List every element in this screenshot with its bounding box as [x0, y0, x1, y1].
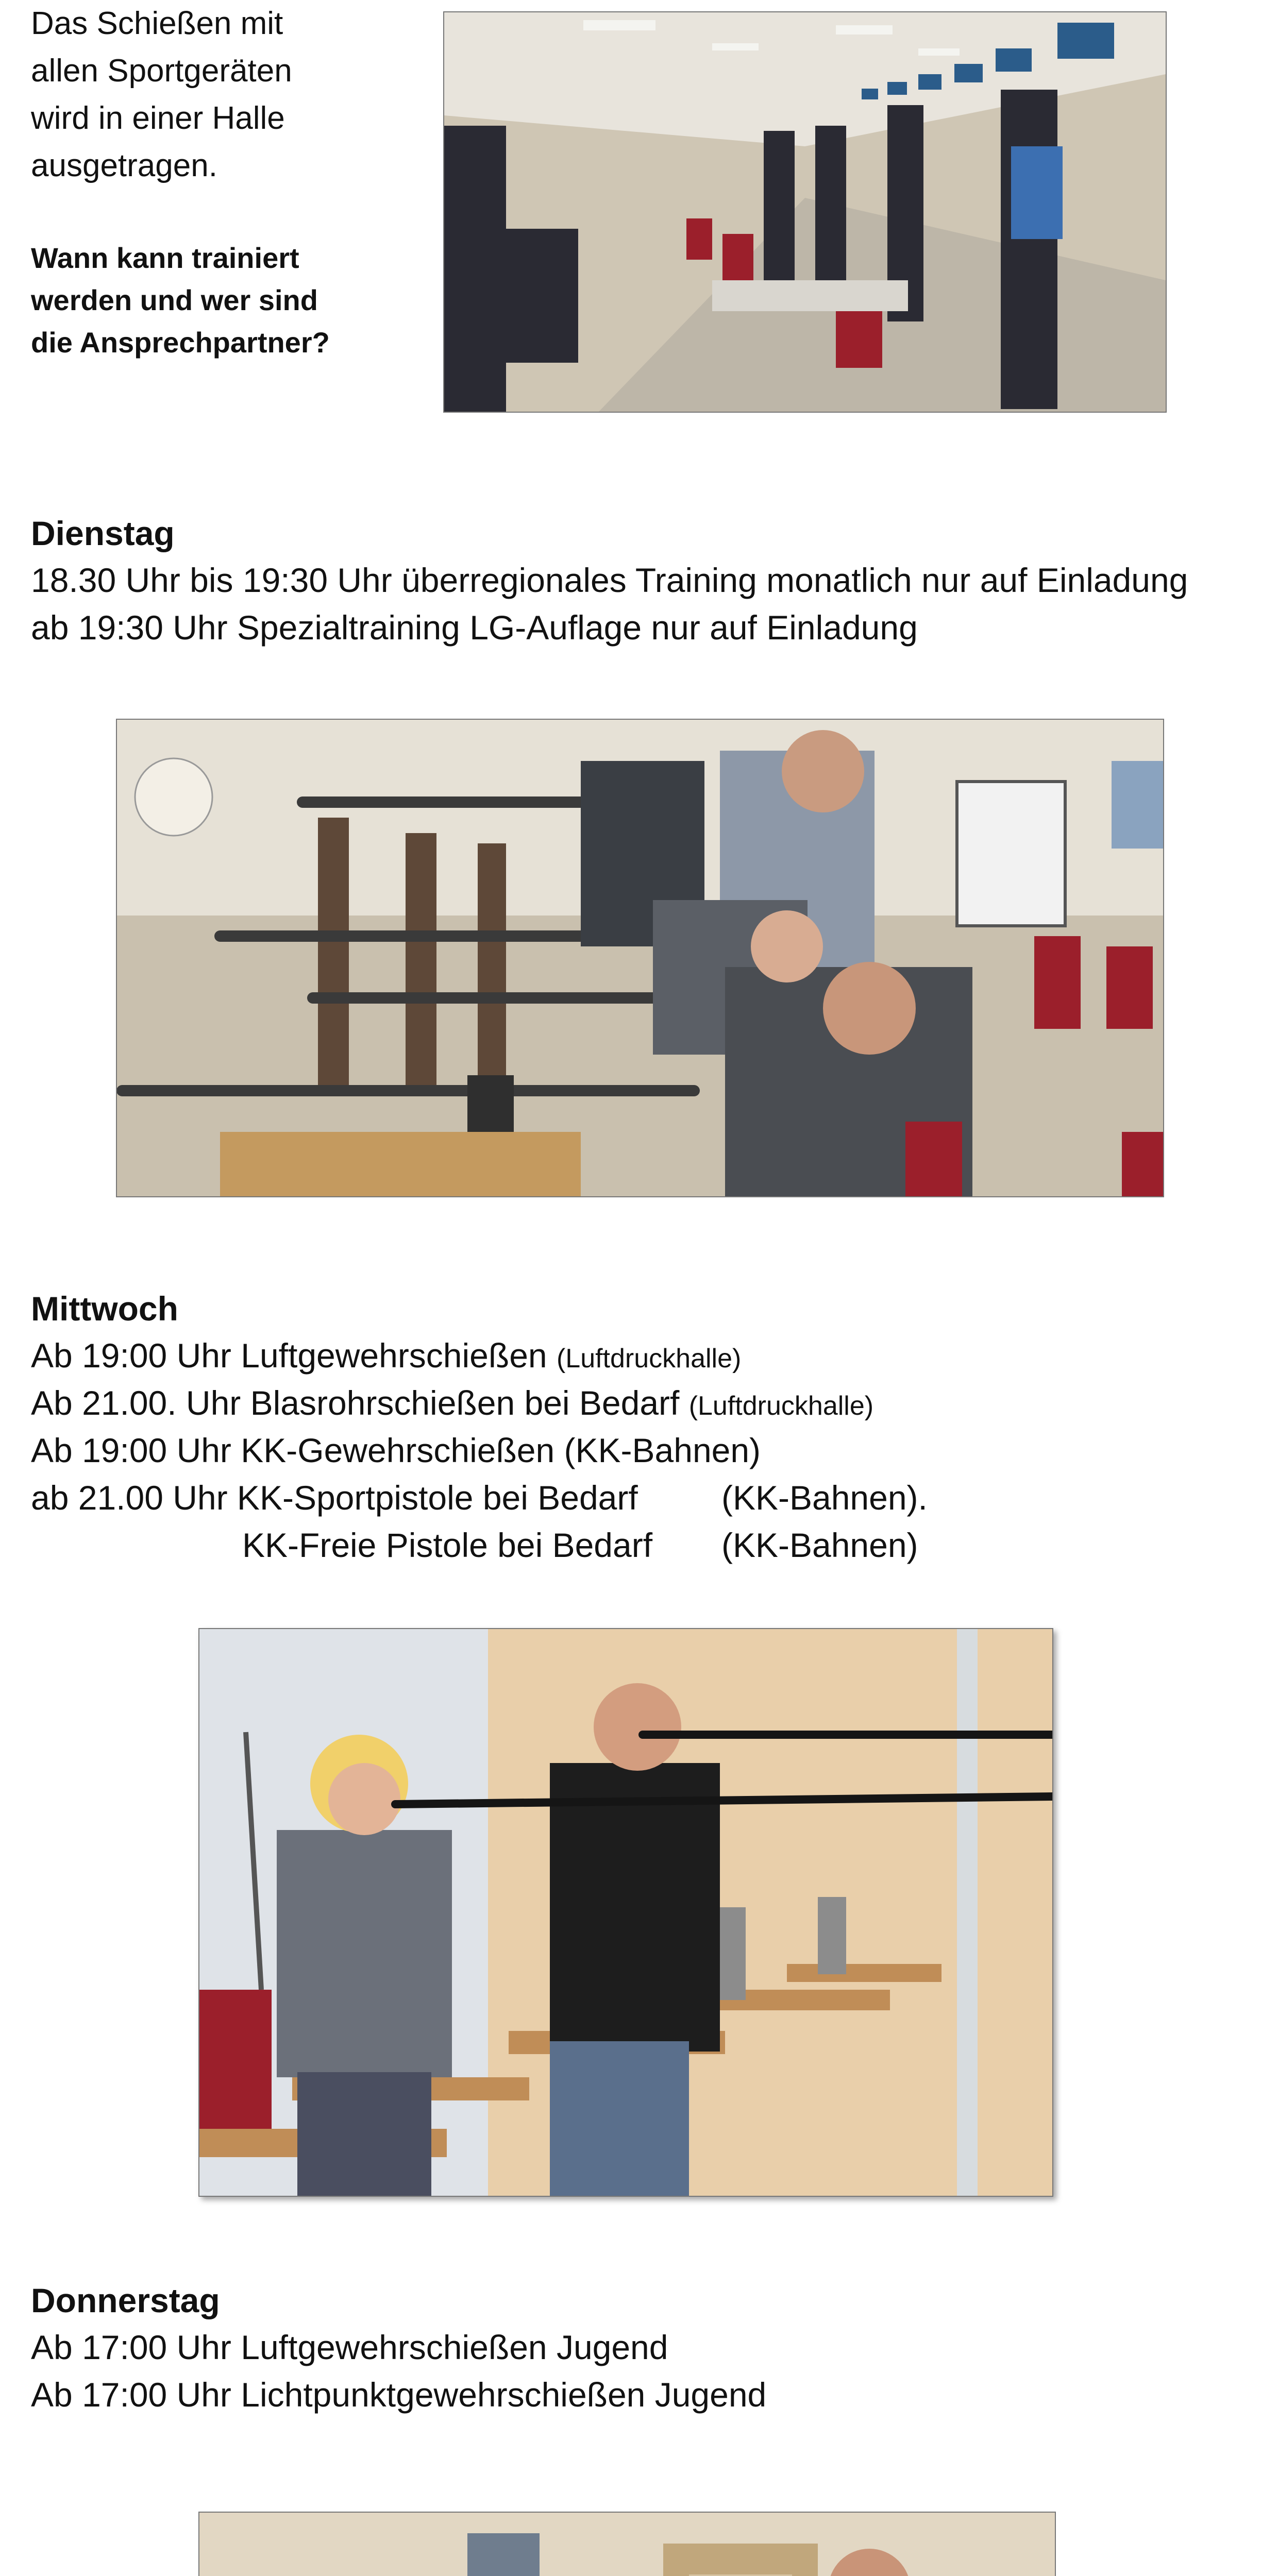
mittwoch-line-4-location: (KK-Bahnen). — [721, 1479, 928, 1517]
mittwoch-line-1-text: Ab 19:00 Uhr Luftgewehrschießen — [31, 1336, 557, 1375]
mittwoch-line-2-text: Ab 21.00. Uhr Blasrohrschießen bei Bedarf — [31, 1384, 689, 1422]
intro-question-line: Wann kann trainiert — [31, 242, 299, 274]
shooting-hall-photo — [443, 11, 1167, 413]
donnerstag-line-2: Ab 17:00 Uhr Lichtpunktgewehrschießen Jugend — [31, 2376, 767, 2414]
intro-question-line: werden und wer sind — [31, 284, 318, 316]
intro-question-line: die Ansprechpartner? — [31, 326, 330, 359]
heading-donnerstag: Donnerstag — [31, 2281, 220, 2319]
mittwoch-line-2-location: (Luftdruckhalle) — [688, 1391, 874, 1421]
mittwoch-line-2 — [31, 1379, 873, 1430]
intro-question — [31, 237, 433, 364]
dienstag-line-2: ab 19:30 Uhr Spezialtraining LG-Auflage nur auf Einladung — [31, 608, 918, 647]
intro-line: allen Sportgeräten — [31, 53, 292, 89]
mittwoch-line-3: Ab 19:00 Uhr KK-Gewehrschießen (KK-Bahnen) — [31, 1431, 761, 1469]
mittwoch-line-1 — [31, 1332, 741, 1382]
donnerstag-line-1: Ab 17:00 Uhr Luftgewehrschießen Jugend — [31, 2328, 668, 2366]
mittwoch-line-5: KK-Freie Pistole bei Bedarf — [242, 1526, 653, 1564]
heading-dienstag: Dienstag — [31, 514, 175, 552]
dienstag-line-1: 18.30 Uhr bis 19:30 Uhr überregionales Training monatlich nur auf Einladung — [31, 561, 1188, 599]
intro-line: Das Schießen mit — [31, 6, 283, 41]
blowpipe-shooting-photo — [198, 1628, 1053, 2197]
heading-mittwoch: Mittwoch — [31, 1290, 178, 1328]
mittwoch-line-5-location: (KK-Bahnen) — [721, 1526, 918, 1564]
youth-training-photo — [198, 2512, 1056, 2576]
air-rifle-training-photo — [116, 719, 1164, 1197]
mittwoch-line-1-location: (Luftdruckhalle) — [556, 1344, 742, 1374]
intro-line: wird in einer Halle — [31, 100, 285, 136]
mittwoch-line-4: ab 21.00 Uhr KK-Sportpistole bei Bedarf — [31, 1479, 638, 1517]
intro-text — [31, 0, 433, 190]
intro-line: ausgetragen. — [31, 148, 217, 183]
